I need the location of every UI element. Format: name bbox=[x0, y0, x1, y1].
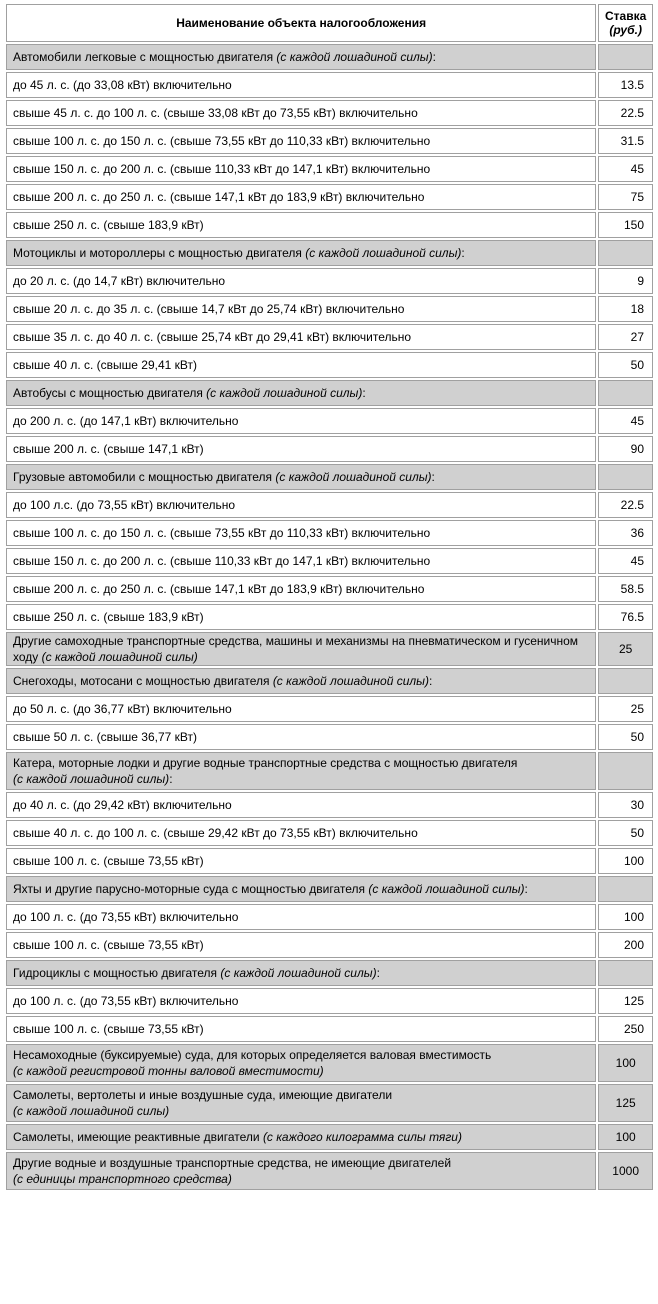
object-name: свыше 100 л. с. до 150 л. с. (свыше 73,55 кВт до 110,33 кВт) включительно bbox=[6, 128, 596, 154]
rate-empty-cell bbox=[598, 464, 653, 490]
category-title bbox=[6, 960, 596, 986]
rate-value: 45 bbox=[598, 408, 653, 434]
object-name: свыше 250 л. с. (свыше 183,9 кВт) bbox=[6, 212, 596, 238]
table-row bbox=[6, 604, 653, 630]
object-name: свыше 100 л. с. (свыше 73,55 кВт) bbox=[6, 1016, 596, 1042]
object-name: свыше 250 л. с. (свыше 183,9 кВт) bbox=[6, 604, 596, 630]
rate-value: 30 bbox=[598, 792, 653, 818]
category-label: Яхты и другие парусно-моторные суда с мощностью двигателя bbox=[13, 882, 369, 896]
rate-value: 36 bbox=[598, 520, 653, 546]
rate-column-header bbox=[598, 4, 653, 42]
table-row bbox=[6, 268, 653, 294]
rate-empty-cell bbox=[598, 752, 653, 790]
table-row bbox=[6, 904, 653, 930]
category-suffix: : bbox=[524, 882, 528, 896]
category-row bbox=[6, 752, 653, 790]
object-name: до 40 л. с. (до 29,42 кВт) включительно bbox=[6, 792, 596, 818]
category-row bbox=[6, 668, 653, 694]
object-name: до 100 л. с. (до 73,55 кВт) включительно bbox=[6, 988, 596, 1014]
table-row bbox=[6, 100, 653, 126]
category-suffix: : bbox=[362, 386, 366, 400]
object-name: до 20 л. с. (до 14,7 кВт) включительно bbox=[6, 268, 596, 294]
category-title bbox=[6, 240, 596, 266]
table-row bbox=[6, 352, 653, 378]
object-name: свыше 40 л. с. до 100 л. с. (свыше 29,42 кВт до 73,55 кВт) включительно bbox=[6, 820, 596, 846]
rate-value: 1000 bbox=[598, 1152, 653, 1190]
category-label: Гидроциклы с мощностью двигателя bbox=[13, 966, 221, 980]
table-row bbox=[6, 184, 653, 210]
category-label: Снегоходы, мотосани с мощностью двигателя bbox=[13, 674, 273, 688]
table-body bbox=[6, 44, 653, 1190]
rate-value: 50 bbox=[598, 352, 653, 378]
table-row bbox=[6, 156, 653, 182]
table-row bbox=[6, 988, 653, 1014]
rate-value: 45 bbox=[598, 156, 653, 182]
category-note: (с каждой лошадиной силы) bbox=[13, 772, 170, 786]
rate-header-unit: (руб.) bbox=[609, 23, 642, 37]
rate-value: 200 bbox=[598, 932, 653, 958]
category-suffix: : bbox=[429, 674, 433, 688]
category-title bbox=[6, 1044, 596, 1082]
category-title bbox=[6, 1124, 596, 1150]
rate-value: 100 bbox=[598, 1124, 653, 1150]
object-name: свыше 200 л. с. до 250 л. с. (свыше 147,1 кВт до 183,9 кВт) включительно bbox=[6, 576, 596, 602]
rate-empty-cell bbox=[598, 240, 653, 266]
category-row bbox=[6, 240, 653, 266]
object-name: до 100 л.с. (до 73,55 кВт) включительно bbox=[6, 492, 596, 518]
rate-value: 31.5 bbox=[598, 128, 653, 154]
table-row bbox=[6, 848, 653, 874]
category-note: (с каждой лошадиной силы) bbox=[368, 882, 525, 896]
table-row bbox=[6, 792, 653, 818]
category-row bbox=[6, 960, 653, 986]
category-label: Мотоциклы и мотороллеры с мощностью двигателя bbox=[13, 246, 306, 260]
rate-header-label: Ставка bbox=[605, 9, 647, 23]
table-row bbox=[6, 128, 653, 154]
category-note: (с единицы транспортного средства) bbox=[13, 1172, 232, 1186]
category-note: (с каждой регистровой тонны валовой вместимости) bbox=[13, 1064, 324, 1078]
rate-empty-cell bbox=[598, 960, 653, 986]
category-row bbox=[6, 876, 653, 902]
object-name: свыше 50 л. с. (свыше 36,77 кВт) bbox=[6, 724, 596, 750]
rate-value: 90 bbox=[598, 436, 653, 462]
rate-value: 125 bbox=[598, 1084, 653, 1122]
category-row bbox=[6, 1124, 653, 1150]
rate-value: 25 bbox=[598, 632, 653, 666]
category-label: Другие самоходные транспортные средства, машины и механизмы на пневматическом и гусеничном ходу bbox=[13, 634, 579, 664]
rate-value: 75 bbox=[598, 184, 653, 210]
category-row bbox=[6, 632, 653, 666]
rate-value: 250 bbox=[598, 1016, 653, 1042]
table-row bbox=[6, 212, 653, 238]
rate-empty-cell bbox=[598, 380, 653, 406]
category-note: (с каждой лошадиной силы) bbox=[206, 386, 363, 400]
table-row bbox=[6, 520, 653, 546]
category-suffix: : bbox=[169, 772, 173, 786]
rate-value: 50 bbox=[598, 724, 653, 750]
object-name: свыше 100 л. с. до 150 л. с. (свыше 73,55 кВт до 110,33 кВт) включительно bbox=[6, 520, 596, 546]
table-row bbox=[6, 72, 653, 98]
table-row bbox=[6, 548, 653, 574]
category-row bbox=[6, 464, 653, 490]
category-note: (с каждой лошадиной силы) bbox=[13, 1104, 170, 1118]
category-title bbox=[6, 464, 596, 490]
object-name: свыше 150 л. с. до 200 л. с. (свыше 110,33 кВт до 147,1 кВт) включительно bbox=[6, 156, 596, 182]
rate-value: 50 bbox=[598, 820, 653, 846]
category-suffix: : bbox=[432, 50, 436, 64]
category-suffix: : bbox=[431, 470, 435, 484]
category-title bbox=[6, 44, 596, 70]
rate-empty-cell bbox=[598, 876, 653, 902]
rate-value: 125 bbox=[598, 988, 653, 1014]
category-note: (с каждой лошадиной силы) bbox=[275, 470, 432, 484]
rate-value: 25 bbox=[598, 696, 653, 722]
table-row bbox=[6, 324, 653, 350]
category-title bbox=[6, 752, 596, 790]
rate-empty-cell bbox=[598, 668, 653, 694]
table-header bbox=[6, 4, 653, 42]
object-name: свыше 200 л. с. (свыше 147,1 кВт) bbox=[6, 436, 596, 462]
object-name: до 200 л. с. (до 147,1 кВт) включительно bbox=[6, 408, 596, 434]
table-row bbox=[6, 820, 653, 846]
rate-value: 22.5 bbox=[598, 492, 653, 518]
category-label: Другие водные и воздушные транспортные средства, не имеющие двигателей bbox=[13, 1156, 452, 1170]
category-title bbox=[6, 668, 596, 694]
name-column-header: Наименование объекта налогообложения bbox=[6, 4, 596, 42]
rate-value: 9 bbox=[598, 268, 653, 294]
category-row bbox=[6, 44, 653, 70]
object-name: свыше 100 л. с. (свыше 73,55 кВт) bbox=[6, 932, 596, 958]
rate-empty-cell bbox=[598, 44, 653, 70]
rate-value: 22.5 bbox=[598, 100, 653, 126]
object-name: свыше 45 л. с. до 100 л. с. (свыше 33,08 кВт до 73,55 кВт) включительно bbox=[6, 100, 596, 126]
object-name: свыше 100 л. с. (свыше 73,55 кВт) bbox=[6, 848, 596, 874]
category-note: (с каждой лошадиной силы) bbox=[220, 966, 377, 980]
object-name: до 100 л. с. (до 73,55 кВт) включительно bbox=[6, 904, 596, 930]
table-row bbox=[6, 1016, 653, 1042]
object-name: свыше 150 л. с. до 200 л. с. (свыше 110,33 кВт до 147,1 кВт) включительно bbox=[6, 548, 596, 574]
category-title bbox=[6, 632, 596, 666]
rate-value: 13.5 bbox=[598, 72, 653, 98]
category-title bbox=[6, 876, 596, 902]
category-label: Катера, моторные лодки и другие водные транспортные средства с мощностью двигателя bbox=[13, 756, 518, 770]
table-row bbox=[6, 724, 653, 750]
category-note: (с каждой лошадиной силы) bbox=[272, 674, 429, 688]
object-name: свыше 20 л. с. до 35 л. с. (свыше 14,7 кВт до 25,74 кВт) включительно bbox=[6, 296, 596, 322]
table-row bbox=[6, 296, 653, 322]
category-row bbox=[6, 1084, 653, 1122]
category-title bbox=[6, 1152, 596, 1190]
category-note: (с каждой лошадиной силы) bbox=[41, 650, 198, 664]
rate-value: 100 bbox=[598, 848, 653, 874]
rate-value: 100 bbox=[598, 1044, 653, 1082]
rate-value: 150 bbox=[598, 212, 653, 238]
category-label: Самолеты, имеющие реактивные двигатели bbox=[13, 1130, 263, 1144]
category-title bbox=[6, 1084, 596, 1122]
category-note: (с каждой лошадиной силы) bbox=[276, 50, 433, 64]
table-row bbox=[6, 436, 653, 462]
rate-value: 76.5 bbox=[598, 604, 653, 630]
category-suffix: : bbox=[376, 966, 380, 980]
object-name: до 50 л. с. (до 36,77 кВт) включительно bbox=[6, 696, 596, 722]
rate-value: 58.5 bbox=[598, 576, 653, 602]
category-row bbox=[6, 380, 653, 406]
object-name: свыше 40 л. с. (свыше 29,41 кВт) bbox=[6, 352, 596, 378]
category-label: Автомобили легковые с мощностью двигателя bbox=[13, 50, 277, 64]
table-row bbox=[6, 408, 653, 434]
table-row bbox=[6, 576, 653, 602]
table-row bbox=[6, 492, 653, 518]
category-label: Грузовые автомобили с мощностью двигателя bbox=[13, 470, 276, 484]
category-label: Самолеты, вертолеты и иные воздушные суда, имеющие двигатели bbox=[13, 1088, 393, 1102]
category-note: (с каждой лошадиной силы) bbox=[305, 246, 462, 260]
tax-rate-table bbox=[4, 2, 655, 1192]
object-name: до 45 л. с. (до 33,08 кВт) включительно bbox=[6, 72, 596, 98]
rate-value: 27 bbox=[598, 324, 653, 350]
table-row bbox=[6, 696, 653, 722]
category-note: (с каждого килограмма силы тяги) bbox=[262, 1130, 462, 1144]
object-name: свыше 200 л. с. до 250 л. с. (свыше 147,1 кВт до 183,9 кВт) включительно bbox=[6, 184, 596, 210]
rate-value: 45 bbox=[598, 548, 653, 574]
table-row bbox=[6, 932, 653, 958]
category-label: Автобусы с мощностью двигателя bbox=[13, 386, 207, 400]
rate-value: 100 bbox=[598, 904, 653, 930]
object-name: свыше 35 л. с. до 40 л. с. (свыше 25,74 кВт до 29,41 кВт) включительно bbox=[6, 324, 596, 350]
category-row bbox=[6, 1044, 653, 1082]
category-label: Несамоходные (буксируемые) суда, для которых определяется валовая вместимость bbox=[13, 1048, 492, 1062]
category-title bbox=[6, 380, 596, 406]
rate-value: 18 bbox=[598, 296, 653, 322]
category-row bbox=[6, 1152, 653, 1190]
category-suffix: : bbox=[461, 246, 465, 260]
